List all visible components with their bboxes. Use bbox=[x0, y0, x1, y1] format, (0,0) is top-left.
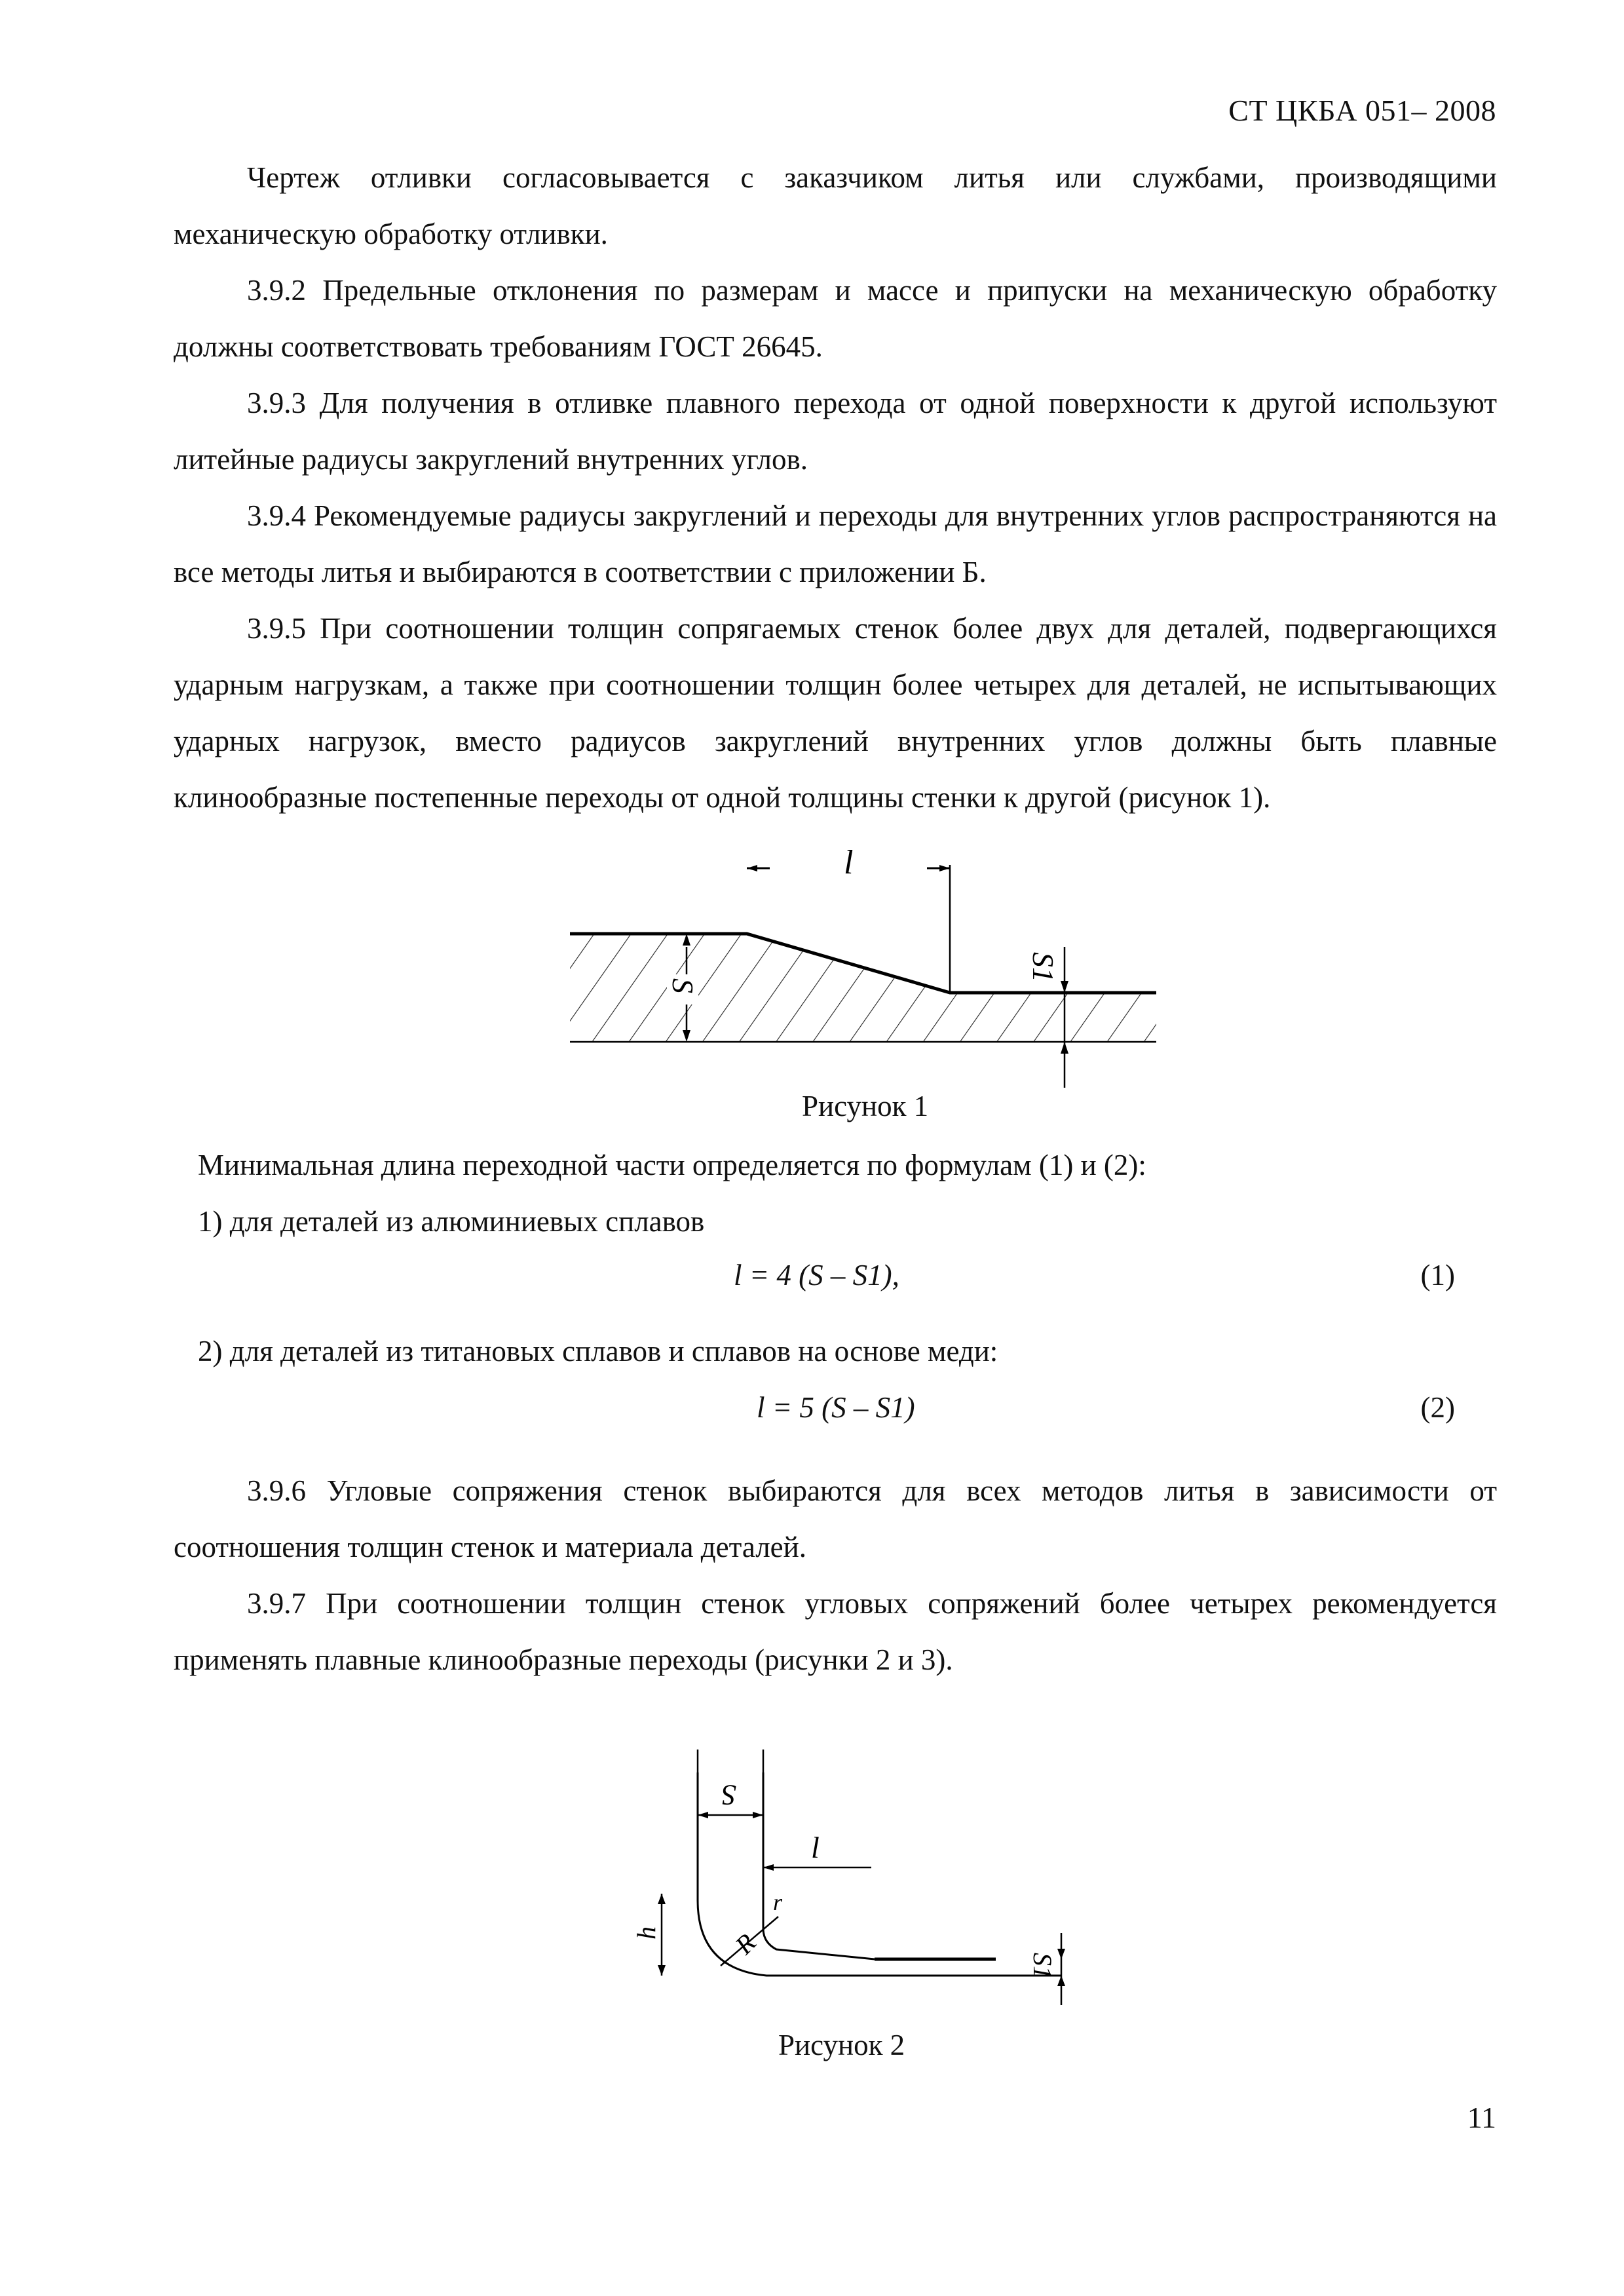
paragraph-3-9-7: 3.9.7 При соотношении толщин стенок угловых сопряжений более четырех рекомендуется применять плавные клинообразные переходы (рисунки 2 и 3). bbox=[174, 1587, 1497, 1676]
formula-2-number: (2) bbox=[1420, 1391, 1455, 1424]
paragraph-block-top bbox=[174, 149, 1497, 826]
label-l: l bbox=[811, 1831, 820, 1864]
arrowhead-s-right bbox=[753, 1812, 763, 1818]
paragraph-3-9-2: 3.9.2 Предельные отклонения по размерам и массе и припуски на механическую обработку должны соответствовать требованиям ГОСТ 26645. bbox=[174, 274, 1497, 363]
arrowhead-s1-bottom bbox=[1057, 1976, 1065, 1986]
arrowhead-s1-bottom bbox=[1061, 1042, 1068, 1054]
arrowhead-s1-top bbox=[1061, 981, 1068, 993]
paragraph-3-9-5: 3.9.5 При соотношении толщин сопрягаемых стенок более двух для деталей, подвергающихся ударным нагрузкам, а также при соотношении толщин более четырех для деталей, не испытывающих ударных нагрузок, вместо радиусов закруглений внутренних углов должны быть плавные клинообразные постепенные переходы от одной толщины стенки к другой (рисунок 1). bbox=[174, 612, 1497, 814]
formula-2: l = 5 (S – S1) bbox=[757, 1391, 915, 1424]
formula-1-number: (1) bbox=[1420, 1259, 1455, 1292]
figure-1-caption: Рисунок 1 bbox=[802, 1090, 929, 1122]
label-r: r bbox=[773, 1889, 783, 1915]
arrowhead-h-top bbox=[658, 1894, 666, 1904]
arrowhead-left bbox=[747, 865, 757, 871]
figure-2-corner-joint bbox=[616, 1743, 1074, 2025]
section-hatching bbox=[557, 829, 1173, 1094]
paragraph-3-9-3: 3.9.3 Для получения в отливке плавного перехода от одной поверхности к другой используют литейные радиусы закруглений внутренних углов. bbox=[174, 387, 1497, 476]
paragraph-block-bottom bbox=[174, 1463, 1497, 1688]
arrowhead-right bbox=[939, 865, 950, 871]
label-s1: S1 bbox=[1028, 1953, 1057, 1979]
page-number: 11 bbox=[1467, 2101, 1496, 2134]
figure-2-caption: Рисунок 2 bbox=[778, 2029, 905, 2061]
label-s: S bbox=[722, 1779, 736, 1811]
label-s: S bbox=[666, 978, 700, 993]
inner-contour-wedge bbox=[763, 1772, 875, 1959]
arrowhead-s-left bbox=[698, 1812, 708, 1818]
arrowhead-h-bottom bbox=[658, 1965, 666, 1976]
paragraph-3-9-4: 3.9.4 Рекомендуемые радиусы закруглений и переходы для внутренних углов распространяются на все методы литья и выбираются в соответствии с приложении Б. bbox=[174, 499, 1497, 588]
arrowhead-s1-top bbox=[1057, 1949, 1065, 1959]
label-l: l bbox=[844, 844, 854, 881]
formula-1: l = 4 (S – S1), bbox=[734, 1259, 899, 1292]
figure-1-wedge-transition bbox=[557, 829, 1173, 1094]
label-h: h bbox=[632, 1926, 661, 1940]
min-length-text: Минимальная длина переходной части определяется по формулам (1) и (2): bbox=[198, 1149, 1146, 1181]
paragraph-casting-drawing: Чертеж отливки согласовывается с заказчиком литья или службами, производящими механическую обработку отливки. bbox=[174, 161, 1497, 250]
list-item-titanium-copper: 2) для деталей из титановых сплавов и сплавов на основе меди: bbox=[198, 1335, 998, 1368]
list-item-aluminium: 1) для деталей из алюминиевых сплавов bbox=[198, 1205, 705, 1238]
label-s1: S1 bbox=[1027, 952, 1060, 982]
paragraph-3-9-6: 3.9.6 Угловые сопряжения стенок выбираются для всех методов литья в зависимости от соотношения толщин стенок и материала деталей. bbox=[174, 1474, 1497, 1563]
document-header: СТ ЦКБА 051– 2008 bbox=[1228, 94, 1496, 127]
arrowhead-l-left bbox=[763, 1864, 774, 1871]
label-R: R bbox=[729, 1928, 762, 1961]
